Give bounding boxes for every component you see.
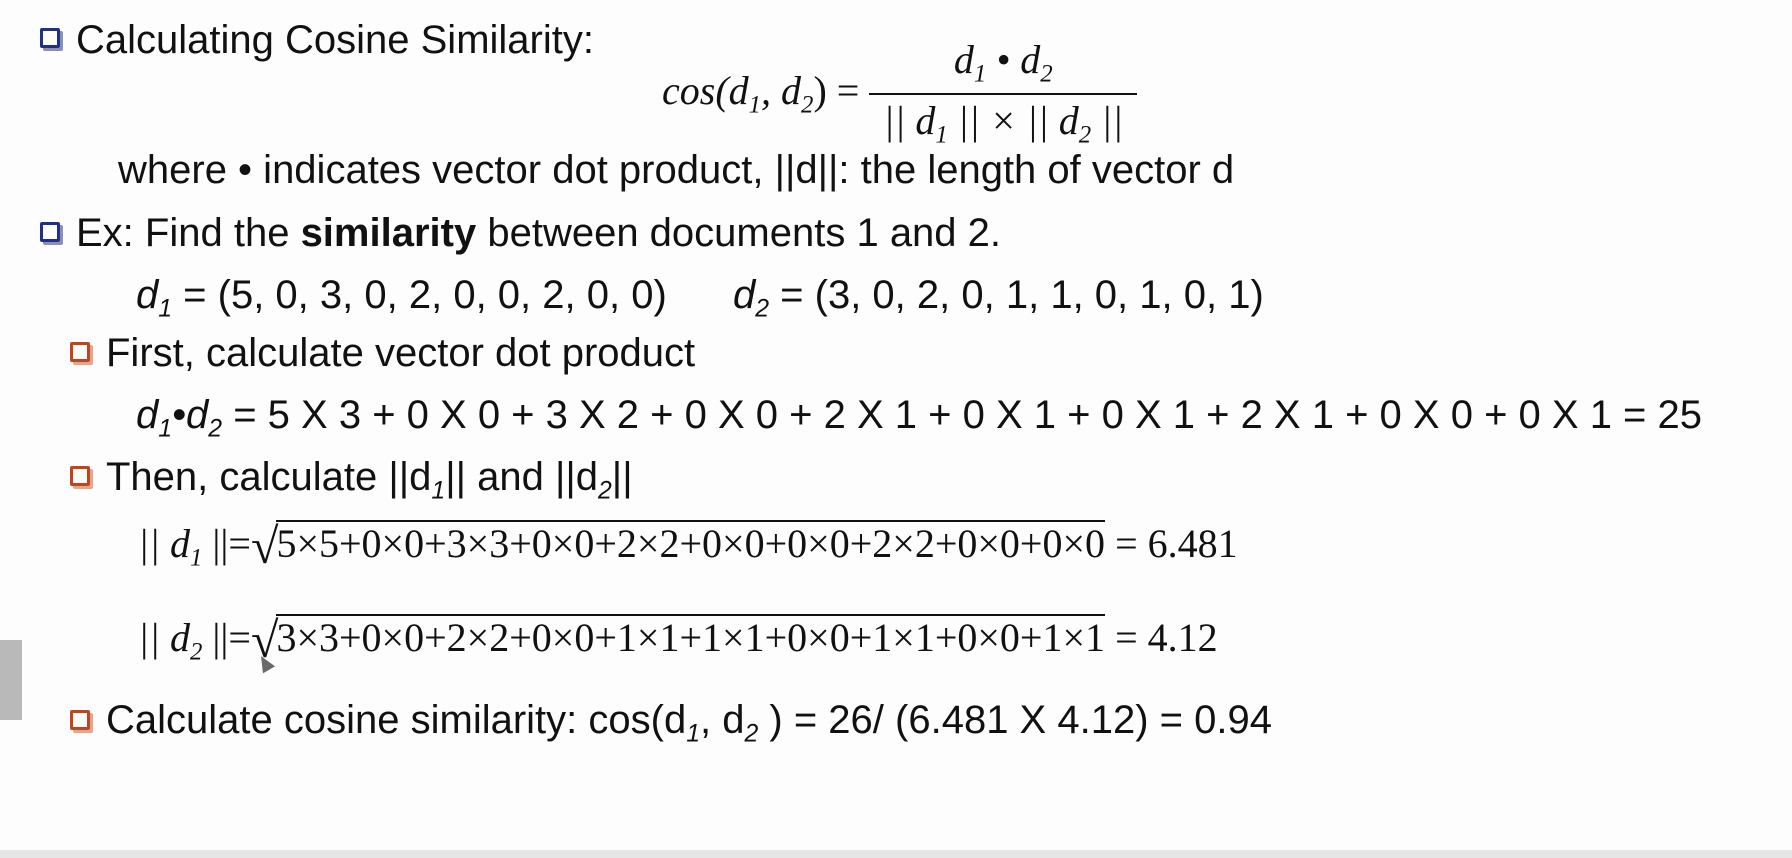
sqrt-icon: √: [250, 518, 279, 574]
dot-lhs-a-sub: 1: [158, 415, 173, 443]
numerator-b-sub: 2: [1040, 60, 1053, 88]
d1-value: = (5, 0, 3, 0, 2, 0, 0, 2, 0, 0): [172, 273, 667, 317]
norm1-lhs: || d: [138, 521, 190, 566]
blue-square-bullet-icon: [40, 222, 60, 242]
cosine-formula: [662, 37, 1137, 150]
step2-prefix: Then, calculate ||d: [106, 455, 432, 499]
norm2-result: = 4.12: [1105, 615, 1218, 660]
red-square-bullet-icon: [70, 466, 90, 486]
sqrt-icon: √: [250, 612, 279, 668]
d2-sub: 2: [755, 295, 770, 323]
formula-denominator: [869, 98, 1137, 150]
dot-lhs-b-sub: 2: [208, 415, 223, 443]
step3-sub1: 1: [686, 720, 700, 748]
formula-lhs-mid: , d: [761, 67, 802, 113]
formula-fraction: [869, 37, 1137, 150]
sqrt-d2: [250, 612, 1106, 668]
d1-sub: 1: [158, 295, 173, 323]
example-heading: [76, 213, 1001, 253]
heading-cosine-similarity: [76, 20, 594, 60]
d2-value: = (3, 0, 2, 0, 1, 1, 0, 1, 0, 1): [769, 273, 1264, 317]
example-prefix: Ex: Find the: [76, 211, 301, 255]
sqrt-d1: [250, 518, 1106, 574]
heading-text: Calculating Cosine Similarity:: [76, 18, 594, 62]
step3-mid: , d: [700, 698, 745, 742]
formula-numerator: [869, 37, 1137, 88]
example-bold: similarity: [300, 211, 477, 255]
dot-expression: = 5 X 3 + 0 X 0 + 3 X 2 + 0 X 0 + 2 X 1 + 0 X 1 + 0 X 1 + 2 X 1 + 0 X 0 + 0 X 1 = 25: [222, 393, 1703, 437]
norm2-eq: ||=: [202, 615, 251, 660]
denominator-b-sub: 2: [1078, 122, 1092, 150]
step3-end: ) = 26/ (6.481 X 4.12) = 0.94: [758, 698, 1272, 742]
formula-lhs-end: ) =: [813, 67, 860, 113]
numerator-a-sub: 1: [973, 60, 987, 88]
vector-d2: [733, 275, 1264, 322]
dot-product-expression: [136, 395, 1702, 442]
vector-d1: [136, 275, 667, 322]
step2-title: [106, 457, 633, 504]
formula-lhs: cos(d: [662, 67, 749, 113]
where-explanation: where • indicates vector dot product, ||d||: the length of vector d: [118, 148, 1235, 192]
numerator-a: d: [953, 37, 974, 82]
norm1-sub: 1: [190, 544, 203, 572]
denominator-mid: || × || d: [947, 98, 1079, 144]
scrollbar-handle[interactable]: [0, 640, 22, 720]
numerator-op: • d: [986, 37, 1041, 82]
fraction-bar: [869, 93, 1137, 95]
norm1-eq: ||=: [202, 521, 251, 566]
dot-lhs-a: d: [136, 393, 159, 437]
norm2-radicand: 3×3+0×0+2×2+0×0+1×1+1×1+0×0+1×1+0×0+1×1: [276, 615, 1106, 660]
step3-sub2: 2: [744, 720, 759, 748]
red-square-bullet-icon: [70, 342, 90, 362]
norm1-radicand: 5×5+0×0+3×3+0×0+2×2+0×0+0×0+2×2+0×0+0×0: [276, 521, 1106, 566]
denominator-a-sub: 1: [935, 122, 948, 150]
step3-cosine-result: [106, 700, 1272, 747]
step3-prefix: Calculate cosine similarity: cos(d: [106, 698, 687, 742]
step1-title: First, calculate vector dot product: [106, 331, 696, 375]
step2-sub1: 1: [431, 477, 446, 505]
formula-lhs-sub1: 1: [748, 91, 762, 119]
formula-lhs-sub2: 2: [801, 91, 814, 119]
example-suffix: between documents 1 and 2.: [476, 211, 1002, 255]
bottom-edge: [0, 850, 1792, 858]
step2-mid: || and ||d: [445, 455, 598, 499]
blue-square-bullet-icon: [40, 28, 60, 48]
d2-label: d: [733, 273, 756, 317]
step2-sub2: 2: [598, 477, 612, 505]
norm2-lhs: || d: [138, 615, 190, 660]
norm1-result: = 6.481: [1105, 521, 1238, 566]
norm2-sub: 2: [190, 638, 203, 666]
red-square-bullet-icon: [70, 710, 90, 730]
d1-label: d: [136, 273, 159, 317]
norm-d1-equation: [138, 518, 1238, 574]
denominator-a: || d: [883, 98, 936, 144]
step2-end: ||: [611, 455, 633, 499]
norm-d2-equation: [138, 612, 1218, 668]
dot-lhs-b: •d: [172, 393, 209, 437]
denominator-end: ||: [1091, 98, 1124, 144]
